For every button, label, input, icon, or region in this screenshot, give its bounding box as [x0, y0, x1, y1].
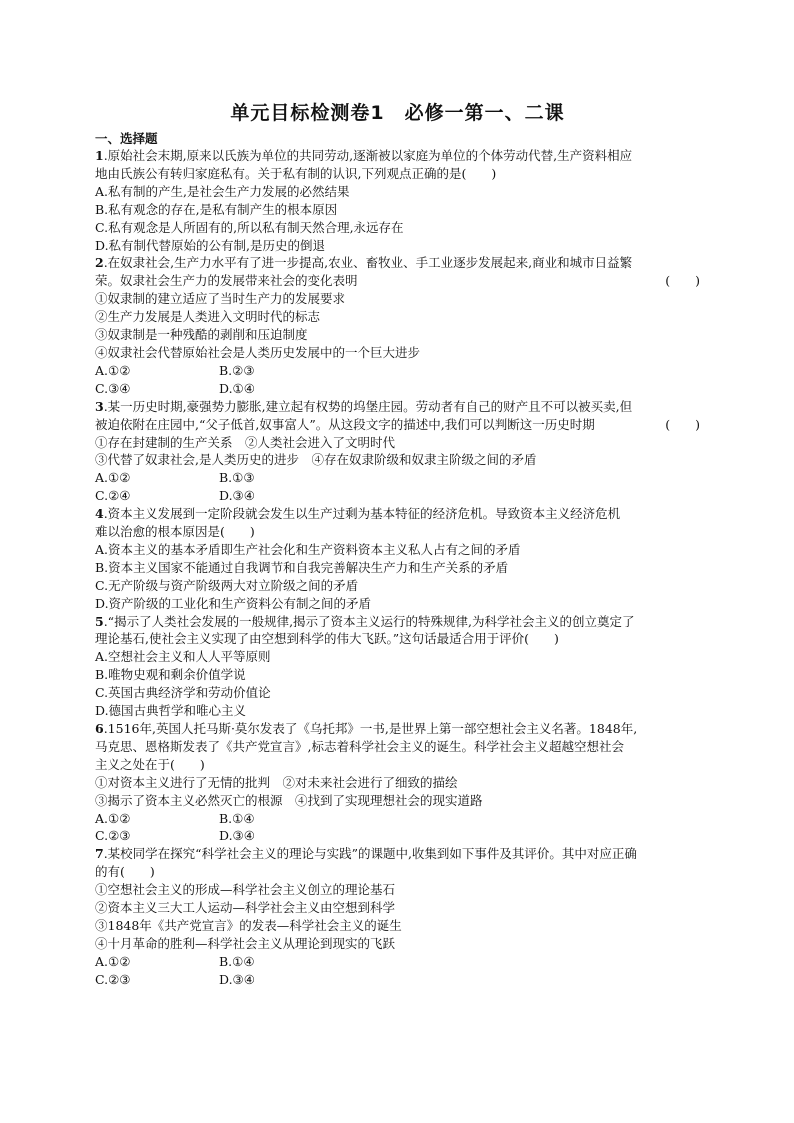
- answer-choice: D.③④: [219, 828, 255, 844]
- question-stem-text: 的有( ): [95, 864, 155, 880]
- question-stem-text: 荣。奴隶社会生产力的发展带来社会的变化表明: [95, 273, 358, 289]
- answer-parentheses: ( ): [665, 416, 700, 432]
- question-stem-text: 马克思、恩格斯发表了《共产党宣言》,标志着科学社会主义的诞生。科学社会主义超越空想社会: [95, 738, 624, 754]
- question-stem-text: .某校同学在探究“科学社会主义的理论与实践”的课题中,收集到如下事件及其评价。其中对应正确: [103, 846, 637, 862]
- question-7: [95, 845, 700, 988]
- answer-option: C.英国古典经济学和劳动价值论: [95, 685, 271, 701]
- answer-option: D.私有制代替原始的公有制,是历史的倒退: [95, 237, 326, 253]
- choice-row: [95, 953, 700, 971]
- question-stem-line: [95, 254, 700, 272]
- exam-page: [95, 98, 700, 989]
- question-stem-line: [95, 613, 700, 631]
- choice-row: [95, 380, 700, 398]
- question-stem-line: [95, 523, 700, 541]
- statement-item: ①对资本主义进行了无情的批判 ②对未来社会进行了细致的描绘: [95, 774, 458, 790]
- statement-item: ③代替了奴隶社会,是人类历史的进步 ④存在奴隶阶级和奴隶主阶级之间的矛盾: [95, 452, 537, 468]
- question-number: 5: [95, 613, 104, 629]
- answer-choice: B.①④: [219, 810, 255, 826]
- answer-option: B.资本主义国家不能通过自我调节和自我完善解决生产力和生产关系的矛盾: [95, 559, 509, 575]
- question-stem-text: 理论基石,使社会主义实现了由空想到科学的伟大飞跃。”这句话最适合用于评价( ): [95, 631, 559, 647]
- question-2: [95, 254, 700, 397]
- answer-choice: D.①④: [219, 380, 255, 396]
- question-1: [95, 147, 700, 254]
- question-stem-line: [95, 845, 700, 863]
- question-6: [95, 720, 700, 845]
- choice-row: [95, 469, 700, 487]
- question-stem-text: .“揭示了人类社会发展的一般规律,揭示了资本主义运行的特殊规律,为科学社会主义的创立奠定了: [103, 613, 635, 629]
- question-4: [95, 505, 700, 612]
- question-stem-line: [95, 720, 700, 738]
- answer-option: D.资产阶级的工业化和生产资料公有制之间的矛盾: [95, 595, 372, 611]
- answer-option: C.私有观念是人所固有的,所以私有制天然合理,永远存在: [95, 219, 404, 235]
- question-number: 6: [95, 721, 104, 736]
- statement-item: ④十月革命的胜利—科学社会主义从理论到现实的飞跃: [95, 935, 396, 951]
- page-title: 单元目标检测卷1 必修一第一、二课: [230, 102, 565, 124]
- section-heading: 一、选择题: [95, 131, 158, 146]
- question-stem-line: [95, 165, 700, 183]
- question-stem-text: .在奴隶社会,生产力水平有了进一步提高,农业、畜牧业、手工业逐步发展起来,商业和城市日益繁: [103, 255, 633, 271]
- question-stem-text: 地由氏族公有转归家庭私有。关于私有制的认识,下列观点正确的是( ): [95, 165, 497, 181]
- choice-row: [95, 487, 700, 505]
- question-number: 1: [95, 148, 104, 163]
- answer-option: B.唯物史观和剩余价值学说: [95, 667, 246, 683]
- statement-item: ②资本主义三大工人运动—科学社会主义由空想到科学: [95, 900, 396, 916]
- answer-choice: A.①②: [95, 953, 131, 969]
- answer-option: A.私有制的产生,是社会生产力发展的必然结果: [95, 183, 350, 199]
- statement-item: ①存在封建制的生产关系 ②人类社会进入了文明时代: [95, 434, 396, 450]
- question-stem-text: 难以治愈的根本原因是( ): [95, 524, 255, 540]
- question-stem-text: .1516年,英国人托马斯·莫尔发表了《乌托邦》一书,是世界上第一部空想社会主义名著。1848年,: [103, 721, 638, 736]
- question-stem-text: .资本主义发展到一定阶段就会发生以生产过剩为基本特征的经济危机。导致资本主义经济危机: [103, 506, 621, 522]
- statement-item: ③奴隶制是一种残酷的剥削和压迫制度: [95, 327, 308, 343]
- answer-choice: D.③④: [219, 488, 255, 504]
- answer-option: C.无产阶级与资产阶级两大对立阶级之间的矛盾: [95, 577, 359, 593]
- answer-choice: A.①②: [95, 470, 131, 486]
- question-stem-line: [95, 147, 700, 165]
- question-stem-text: 被迫依附在庄园中,“父子低首,奴事富人”。从这段文字的描述中,我们可以判断这一历史时期: [95, 416, 595, 432]
- answer-option: D.德国古典哲学和唯心主义: [95, 703, 247, 719]
- question-stem-line: [95, 863, 700, 881]
- question-list: [95, 147, 700, 989]
- question-stem-line: [95, 416, 700, 434]
- question-stem-text: .某一历史时期,豪强势力膨胀,建立起有权势的坞堡庄园。劳动者有自己的财产且不可以被买卖,但: [103, 398, 633, 414]
- answer-option: B.私有观念的存在,是私有制产生的根本原因: [95, 201, 338, 217]
- question-number: 2: [95, 255, 104, 271]
- answer-choice: B.②③: [219, 362, 255, 378]
- answer-choice: C.②③: [95, 828, 131, 844]
- answer-choice: B.①④: [219, 953, 255, 969]
- question-stem-line: [95, 630, 700, 648]
- answer-option: A.空想社会主义和人人平等原则: [95, 649, 271, 665]
- question-number: 3: [95, 398, 104, 414]
- answer-choice: B.①③: [219, 470, 255, 486]
- answer-choice: A.①②: [95, 362, 131, 378]
- question-5: [95, 613, 700, 720]
- answer-choice: C.③④: [95, 380, 131, 396]
- choice-row: [95, 362, 700, 380]
- statement-item: ①空想社会主义的形成—科学社会主义创立的理论基石: [95, 882, 396, 898]
- choice-row: [95, 971, 700, 989]
- answer-option: A.资本主义的基本矛盾即生产社会化和生产资料资本主义私人占有之间的矛盾: [95, 541, 521, 557]
- answer-choice: A.①②: [95, 810, 131, 826]
- statement-item: ①奴隶制的建立适应了当时生产力的发展要求: [95, 291, 346, 307]
- question-stem-line: [95, 756, 700, 774]
- question-stem-line: [95, 272, 700, 290]
- question-3: [95, 398, 700, 505]
- statement-item: ④奴隶社会代替原始社会是人类历史发展中的一个巨大进步: [95, 344, 421, 360]
- question-stem-line: [95, 738, 700, 756]
- answer-choice: C.②④: [95, 488, 131, 504]
- statement-item: ③1848年《共产党宣言》的发表—科学社会主义的诞生: [95, 917, 402, 933]
- question-number: 4: [95, 506, 104, 522]
- choice-row: [95, 827, 700, 845]
- question-stem-line: [95, 398, 700, 416]
- question-stem-text: .原始社会末期,原来以氏族为单位的共同劳动,逐渐被以家庭为单位的个体劳动代替,生产资料相应: [103, 148, 633, 163]
- statement-item: ③揭示了资本主义必然灭亡的根源 ④找到了实现理想社会的现实道路: [95, 792, 483, 808]
- question-stem-line: [95, 505, 700, 523]
- answer-parentheses: ( ): [665, 273, 700, 289]
- answer-choice: D.③④: [219, 971, 255, 987]
- question-stem-text: 主义之处在于( ): [95, 756, 205, 772]
- question-number: 7: [95, 846, 104, 862]
- choice-row: [95, 810, 700, 828]
- answer-choice: C.②③: [95, 971, 131, 987]
- statement-item: ②生产力发展是人类进入文明时代的标志: [95, 309, 321, 325]
